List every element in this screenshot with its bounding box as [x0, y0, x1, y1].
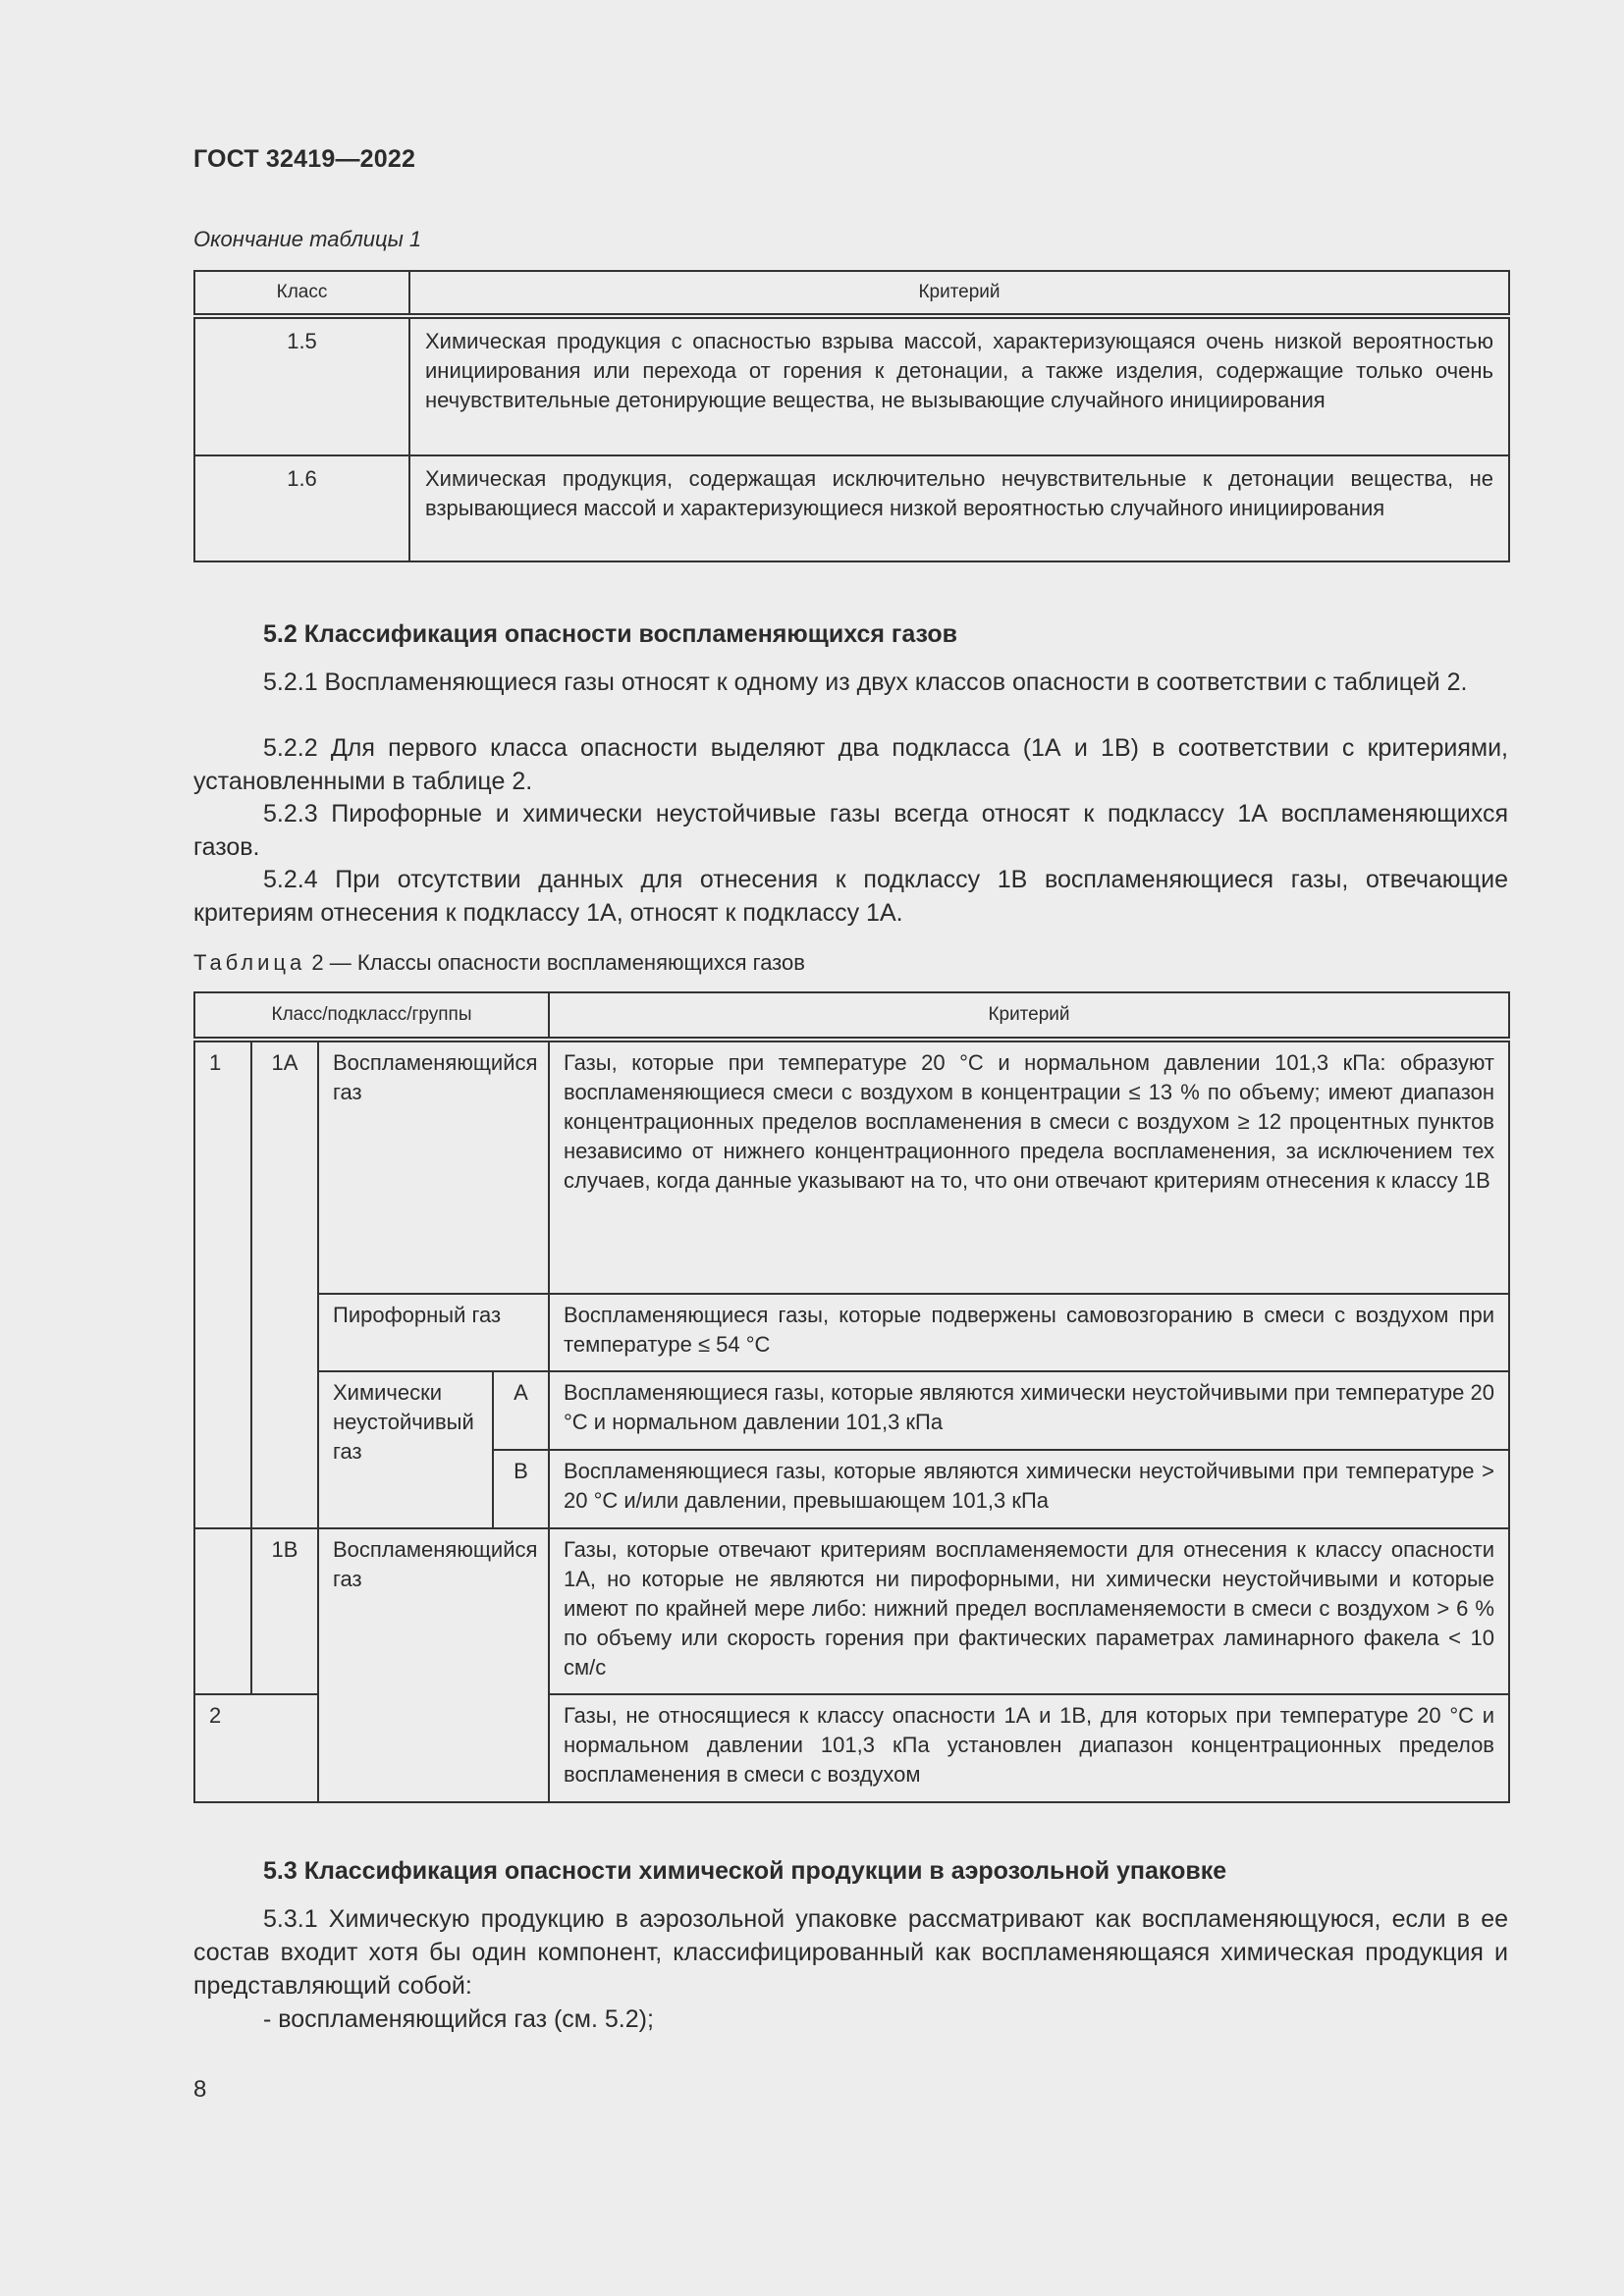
table-row — [194, 316, 1509, 455]
table-row — [194, 1528, 1509, 1694]
page-number: 8 — [193, 2076, 207, 2103]
table2-criterion-a: Воспламеняющиеся газы, которые являются химически неустойчивыми при температуре 20 °С и нормальном давлении 101,3 кПа — [549, 1371, 1509, 1450]
table2-class-1-cont — [194, 1528, 251, 1694]
paragraph-5-2-3 — [193, 797, 1508, 864]
table2-criterion-1b: Газы, которые отвечают критериям воспламеняемости для отнесения к классу опасности 1А, но которые не являются ни пирофорными, ни химически неустойчивыми и которые имеют по крайней мере либо: нижний предел воспламеняемости в смеси с воздухом > 6 % по объему или скорость горения при фактических параметрах ламинарного факела < 10 см/с — [549, 1528, 1509, 1694]
table1-class-cell: 1.5 — [194, 316, 409, 455]
table1-class-cell: 1.6 — [194, 455, 409, 561]
table1-criterion-cell: Химическая продукция с опасностью взрыва массой, характеризующаяся очень низкой вероятностью инициирования или перехода от горения к детонации, а также изделия, содержащие только очень нечувствительные детонирующие вещества, не вызывающие случайного инициирования — [409, 316, 1509, 455]
table2-col-groups: Класс/подкласс/группы — [194, 992, 549, 1040]
document-header: ГОСТ 32419—2022 — [193, 145, 416, 173]
table1-criterion-cell: Химическая продукция, содержащая исключительно нечувствительные к детонации вещества, не взрывающиеся массой и характеризующиеся низкой вероятностью случайного инициирования — [409, 455, 1509, 561]
table2-col-criterion: Критерий — [549, 992, 1509, 1040]
table-row — [194, 1294, 1509, 1371]
table-row — [194, 455, 1509, 561]
table2-class-2: 2 — [194, 1694, 318, 1802]
table2-group-unstable: Химически неустойчивый газ — [318, 1371, 493, 1528]
paragraph-text: 5.2.2 Для первого класса опасности выделяют два подкласса (1А и 1В) в соответствии с критериями, установленными в таблице 2. — [193, 734, 1508, 795]
table2-criterion-2: Газы, не относящиеся к классу опасности 1А и 1В, для которых при температуре 20 °С и нормальном давлении 101,3 кПа установлен диапазон концентрационных пределов воспламенения в смеси с воздухом — [549, 1694, 1509, 1802]
section-5-3-title: 5.3 Классификация опасности химической продукции в аэрозольной упаковке — [263, 1857, 1227, 1885]
section-5-2-title: 5.2 Классификация опасности воспламеняющихся газов — [263, 620, 957, 648]
table2-subclass-1b: 1В — [251, 1528, 318, 1694]
table2-category-a: А — [493, 1371, 549, 1450]
table2-group-flammable: Воспламеняющийся газ — [318, 1040, 549, 1294]
paragraph-text: 5.2.1 Воспламеняющиеся газы относят к одному из двух классов опасности в соответствии с таблицей 2. — [263, 668, 1468, 696]
paragraph-5-2-4 — [193, 863, 1508, 930]
paragraph-5-2-1 — [193, 666, 1508, 699]
table2-group-flammable-1b: Воспламеняющийся газ — [318, 1528, 549, 1802]
table-row — [194, 1040, 1509, 1294]
table2-header-row — [194, 992, 1509, 1040]
table2-criterion-b: Воспламеняющиеся газы, которые являются химически неустойчивыми при температуре > 20 °С и/или давлении, превышающем 101,3 кПа — [549, 1450, 1509, 1528]
paragraph-text: 5.2.4 При отсутствии данных для отнесения к подклассу 1В воспламеняющиеся газы, отвечающие критериям отнесения к подклассу 1А, относят к подклассу 1А. — [193, 866, 1508, 927]
table2-subclass-1a: 1А — [251, 1040, 318, 1528]
table2-caption-text: 2 — Классы опасности воспламеняющихся газов — [305, 950, 805, 975]
table2-criterion-1a: Газы, которые при температуре 20 °С и нормальном давлении 101,3 кПа: образуют воспламеняющиеся смеси с воздухом в концентрации ≤ 13 % по объему; имеют диапазон концентрационных пределов воспламенения в смеси с воздухом ≥ 12 процентных пунктов независимо от нижнего концентрационного предела воспламенения, за исключением тех случаев, когда данные указывают на то, что они отвечают критериям отнесения к классу 1В — [549, 1040, 1509, 1294]
table1-header-row — [194, 271, 1509, 316]
table1-col-class: Класс — [194, 271, 409, 316]
table1-caption: Окончание таблицы 1 — [193, 227, 422, 251]
table-row — [194, 1371, 1509, 1450]
table2-group-pyrophoric: Пирофорный газ — [318, 1294, 549, 1371]
table2-category-b: В — [493, 1450, 549, 1528]
paragraph-5-3-1 — [193, 1902, 1508, 2002]
paragraph-text: 5.3.1 Химическую продукцию в аэрозольной упаковке рассматривают как воспламеняющуюся, если в ее состав входит хотя бы один компонент, классифицированный как воспламеняющаяся химическая продукция и представляющий собой: — [193, 1905, 1508, 2000]
table2-caption-label: Таблица — [193, 950, 306, 975]
table2-class-1: 1 — [194, 1040, 251, 1528]
paragraph-text: 5.2.3 Пирофорные и химически неустойчивые газы всегда относят к подклассу 1А воспламеняющихся газов. — [193, 800, 1508, 861]
table2-caption — [193, 950, 805, 976]
table2 — [193, 991, 1510, 1803]
table2-criterion-pyrophoric: Воспламеняющиеся газы, которые подвержены самовозгоранию в смеси с воздухом при температуре ≤ 54 °С — [549, 1294, 1509, 1371]
table1-col-criterion: Критерий — [409, 271, 1509, 316]
paragraph-5-2-2 — [193, 731, 1508, 798]
table1 — [193, 270, 1510, 562]
list-item: - воспламеняющийся газ (см. 5.2); — [263, 2005, 654, 2033]
